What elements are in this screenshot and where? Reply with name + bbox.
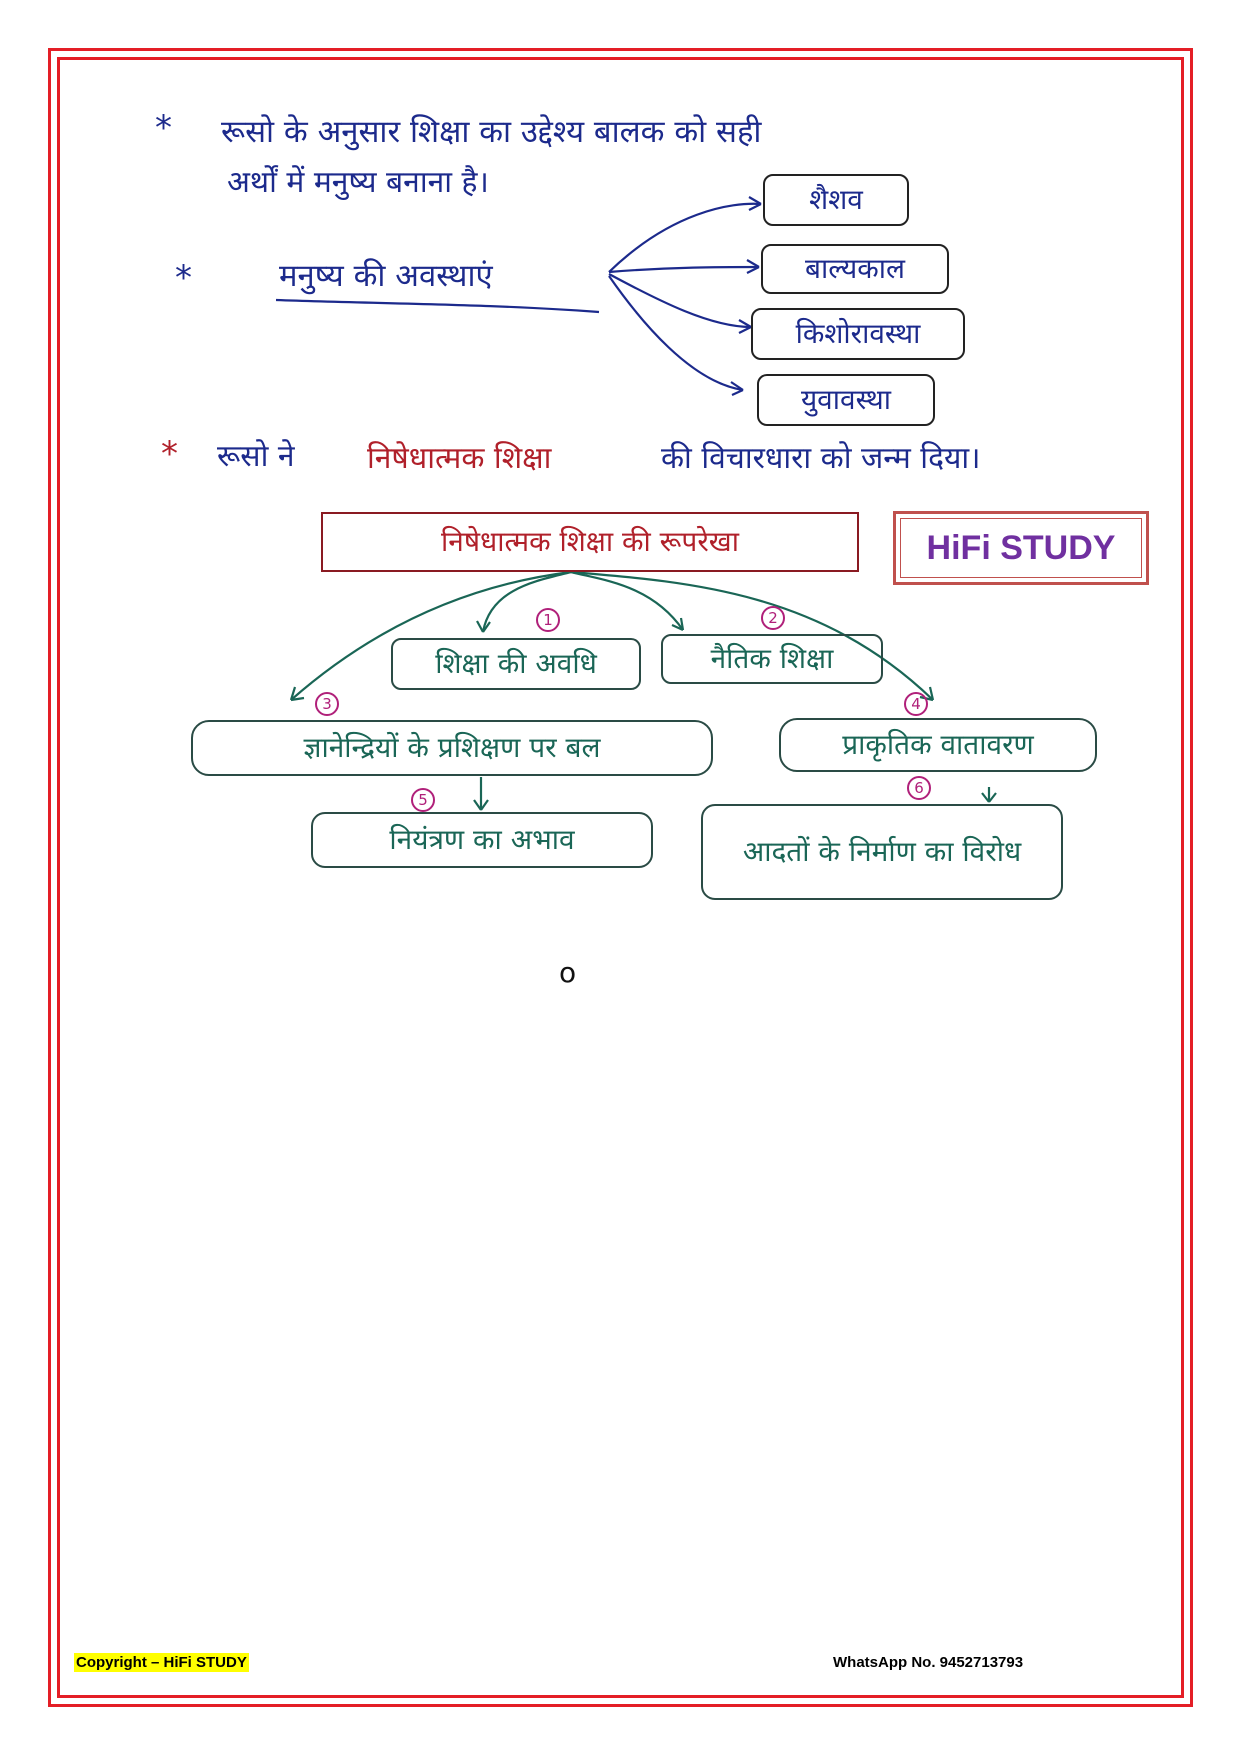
note-line-3-a: रूसो ने bbox=[217, 439, 295, 474]
num-3: 3 bbox=[315, 692, 339, 716]
end-mark: o bbox=[559, 956, 577, 989]
stage-box-shaishav: शैशव bbox=[763, 174, 909, 226]
bullet-star-3: * bbox=[161, 434, 178, 474]
stage-box-yuvavastha: युवावस्था bbox=[757, 374, 935, 426]
num-4: 4 bbox=[904, 692, 928, 716]
stage-box-kishoravastha: किशोरावस्था bbox=[751, 308, 965, 360]
note-line-1: रूसो के अनुसार शिक्षा का उद्देश्य बालक को सही bbox=[221, 114, 762, 150]
arrow-shaishav bbox=[609, 204, 761, 272]
outline-box-2: नैतिक शिक्षा bbox=[661, 634, 883, 684]
bullet-star-1: * bbox=[155, 108, 172, 148]
arrow-balyakal bbox=[609, 267, 759, 272]
footer-whatsapp: WhatsApp No. 9452713793 bbox=[833, 1654, 1024, 1671]
arrow-yuvavastha bbox=[609, 276, 743, 390]
footer-copyright: Copyright – HiFi STUDY bbox=[76, 1654, 247, 1671]
outline-box-5: नियंत्रण का अभाव bbox=[311, 812, 653, 868]
stages-heading: मनुष्य की अवस्थाएं bbox=[279, 258, 493, 294]
num-2: 2 bbox=[761, 606, 785, 630]
bullet-star-2: * bbox=[175, 258, 192, 298]
note-line-2: अर्थों में मनुष्य बनाना है। bbox=[227, 165, 489, 200]
num-1: 1 bbox=[536, 608, 560, 632]
num-5: 5 bbox=[411, 788, 435, 812]
note-line-3-c: की विचारधारा को जन्म दिया। bbox=[661, 441, 981, 476]
num-6: 6 bbox=[907, 776, 931, 800]
brand-badge bbox=[893, 511, 1149, 585]
outline-box-3: ज्ञानेन्द्रियों के प्रशिक्षण पर बल bbox=[191, 720, 713, 776]
outline-box-6: आदतों के निर्माण का विरोध bbox=[701, 804, 1063, 900]
arrow-kishoravastha bbox=[609, 274, 751, 327]
outline-title-box: निषेधात्मक शिक्षा की रूपरेखा bbox=[321, 512, 859, 572]
outline-box-4: प्राकृतिक वातावरण bbox=[779, 718, 1097, 772]
outline-box-1: शिक्षा की अवधि bbox=[391, 638, 641, 690]
underline-stages bbox=[276, 300, 599, 312]
note-line-3-b: निषेधात्मक शिक्षा bbox=[367, 441, 552, 476]
stage-box-balyakal: बाल्यकाल bbox=[761, 244, 949, 294]
brand-label: HiFi STUDY bbox=[926, 528, 1116, 567]
handwritten-note bbox=[131, 72, 1121, 989]
